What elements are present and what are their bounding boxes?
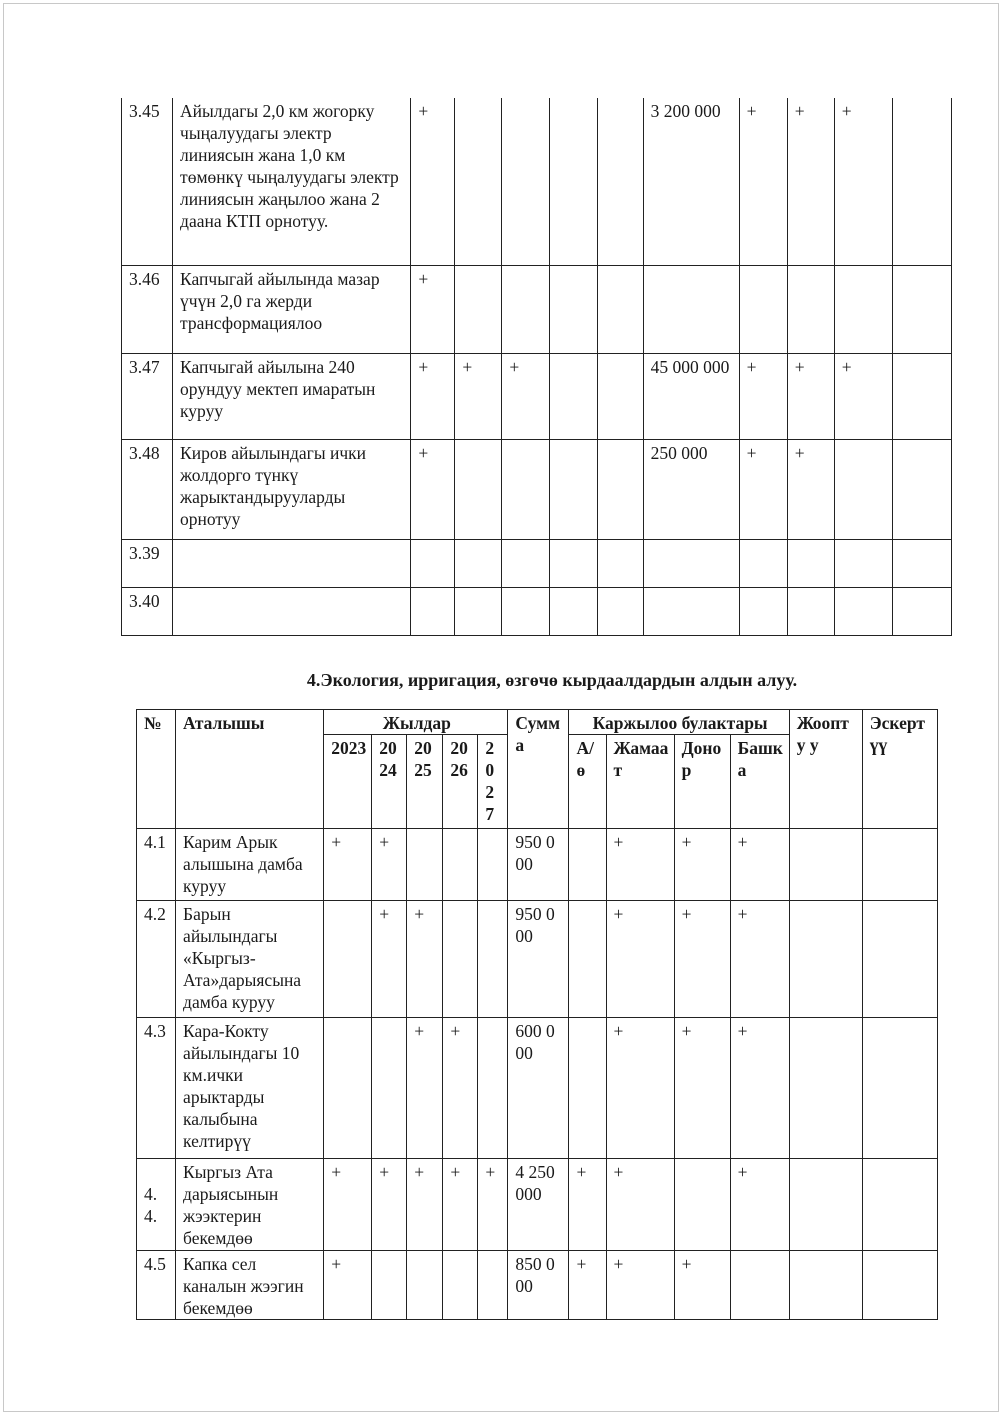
source-4 bbox=[892, 539, 951, 587]
year-2023: + bbox=[324, 1251, 372, 1320]
year-3 bbox=[502, 439, 550, 539]
row-title: Капчыгай айылына 240 орундуу мектеп имаратын куруу bbox=[173, 353, 411, 439]
source-donor: + bbox=[674, 901, 730, 1018]
row-number: 4.3 bbox=[137, 1018, 176, 1159]
year-2027 bbox=[478, 1018, 508, 1159]
row-number: 3.47 bbox=[122, 353, 173, 439]
year-4 bbox=[550, 539, 597, 587]
row-note bbox=[862, 901, 937, 1018]
year-5 bbox=[597, 539, 643, 587]
section-4-title: 4.Экология, ирригация, өзгөчө кырдаалдардын алдын алуу. bbox=[306, 670, 798, 690]
year-2023 bbox=[324, 901, 372, 1018]
source-other: + bbox=[730, 1018, 789, 1159]
source-donor: + bbox=[674, 829, 730, 901]
source-other: + bbox=[730, 829, 789, 901]
source-1 bbox=[739, 587, 787, 635]
year-2 bbox=[455, 98, 502, 265]
row-sum bbox=[643, 539, 739, 587]
source-other: + bbox=[730, 901, 789, 1018]
year-2026 bbox=[443, 901, 478, 1018]
source-3: + bbox=[834, 98, 892, 265]
year-3: + bbox=[502, 353, 550, 439]
row-number: 3.46 bbox=[122, 265, 173, 353]
row-sum: 4 250 000 bbox=[508, 1159, 569, 1251]
table-row bbox=[137, 901, 938, 1018]
year-3 bbox=[502, 265, 550, 353]
row-sum: 950 000 bbox=[508, 829, 569, 901]
year-3 bbox=[502, 539, 550, 587]
header-source-community: Жамаат bbox=[606, 735, 674, 829]
year-5 bbox=[597, 587, 643, 635]
table-row bbox=[122, 353, 952, 439]
year-5 bbox=[597, 439, 643, 539]
source-4 bbox=[892, 587, 951, 635]
row-note bbox=[862, 1018, 937, 1159]
table-row bbox=[137, 829, 938, 901]
year-2027 bbox=[478, 1251, 508, 1320]
year-3 bbox=[502, 98, 550, 265]
row-title: Киров айылындагы ички жолдорго түнкү жарыктандырууларды орнотуу bbox=[173, 439, 411, 539]
source-donor: + bbox=[674, 1251, 730, 1320]
year-4 bbox=[550, 265, 597, 353]
header-source-other: Башка bbox=[730, 735, 789, 829]
row-note bbox=[862, 1251, 937, 1320]
row-title: Капка сел каналын жээгин бекемдөө bbox=[176, 1251, 324, 1320]
year-2024: + bbox=[372, 829, 407, 901]
year-4 bbox=[550, 353, 597, 439]
year-5 bbox=[597, 265, 643, 353]
source-3 bbox=[834, 265, 892, 353]
year-2027 bbox=[478, 829, 508, 901]
row-responsible bbox=[789, 1251, 862, 1320]
row-title: Капчыгай айылында мазар үчүн 2,0 га жерди трансформациялоо bbox=[173, 265, 411, 353]
row-responsible bbox=[789, 1159, 862, 1251]
year-2025 bbox=[407, 1251, 443, 1320]
row-sum: 600 000 bbox=[508, 1018, 569, 1159]
header-year-2023: 2023 bbox=[324, 735, 372, 829]
source-1 bbox=[739, 265, 787, 353]
row-number: 3.39 bbox=[122, 539, 173, 587]
row-responsible bbox=[789, 1018, 862, 1159]
source-3 bbox=[834, 587, 892, 635]
year-2023 bbox=[324, 1018, 372, 1159]
row-sum: 850 000 bbox=[508, 1251, 569, 1320]
table-row bbox=[122, 439, 952, 539]
source-local bbox=[569, 1018, 606, 1159]
table-row bbox=[122, 98, 952, 265]
header-years: Жылдар bbox=[324, 710, 508, 735]
source-4 bbox=[892, 439, 951, 539]
row-sum: 250 000 bbox=[643, 439, 739, 539]
header-source-local: А/ө bbox=[569, 735, 606, 829]
header-name: Аталышы bbox=[176, 710, 324, 829]
year-2 bbox=[455, 587, 502, 635]
source-4 bbox=[892, 265, 951, 353]
source-2 bbox=[787, 265, 834, 353]
source-1: + bbox=[739, 353, 787, 439]
row-note bbox=[862, 1159, 937, 1251]
year-2026: + bbox=[443, 1159, 478, 1251]
table-ecology-irrigation bbox=[136, 709, 938, 1320]
header-year-2026: 2026 bbox=[443, 735, 478, 829]
year-2026: + bbox=[443, 1018, 478, 1159]
source-community: + bbox=[606, 901, 674, 1018]
row-title: Кара-Кокту айылындагы 10 км.ички арыктарды калыбына келтирүү bbox=[176, 1018, 324, 1159]
row-sum: 3 200 000 bbox=[643, 98, 739, 265]
source-4 bbox=[892, 353, 951, 439]
source-community: + bbox=[606, 1159, 674, 1251]
row-number: 3.48 bbox=[122, 439, 173, 539]
source-2: + bbox=[787, 353, 834, 439]
source-local bbox=[569, 901, 606, 1018]
source-donor bbox=[674, 1159, 730, 1251]
year-2027 bbox=[478, 901, 508, 1018]
row-responsible bbox=[789, 901, 862, 1018]
year-2023: + bbox=[324, 829, 372, 901]
row-title: Кыргыз Ата дарыясынын жээктерин бекемдөө bbox=[176, 1159, 324, 1251]
source-local bbox=[569, 829, 606, 901]
row-number: 4.1 bbox=[137, 829, 176, 901]
row-title: Айылдагы 2,0 км жогорку чыңалуудагы электр линиясын жана 1,0 км төмөнкү чыңалуудагы электр линиясын жаңылоо жана 2 даана КТП орнотуу. bbox=[173, 98, 411, 265]
year-3 bbox=[502, 587, 550, 635]
source-3 bbox=[834, 539, 892, 587]
source-2: + bbox=[787, 439, 834, 539]
source-community: + bbox=[606, 829, 674, 901]
table-row bbox=[122, 265, 952, 353]
year-2024: + bbox=[372, 1159, 407, 1251]
row-number: 3.40 bbox=[122, 587, 173, 635]
row-note bbox=[862, 829, 937, 901]
source-3: + bbox=[834, 353, 892, 439]
header-year-2024: 2024 bbox=[372, 735, 407, 829]
year-4 bbox=[550, 439, 597, 539]
table-plan-section3 bbox=[121, 98, 952, 636]
table-row bbox=[137, 1018, 938, 1159]
table-row bbox=[122, 587, 952, 635]
source-community: + bbox=[606, 1251, 674, 1320]
row-number: 4.4. bbox=[137, 1159, 176, 1251]
source-donor: + bbox=[674, 1018, 730, 1159]
year-2024 bbox=[372, 1251, 407, 1320]
year-2: + bbox=[455, 353, 502, 439]
row-number: 3.45 bbox=[122, 98, 173, 265]
source-local: + bbox=[569, 1251, 606, 1320]
source-1: + bbox=[739, 98, 787, 265]
source-3 bbox=[834, 439, 892, 539]
row-number: 4.5 bbox=[137, 1251, 176, 1320]
source-2: + bbox=[787, 98, 834, 265]
table-row bbox=[137, 1159, 938, 1251]
year-4 bbox=[550, 587, 597, 635]
source-2 bbox=[787, 539, 834, 587]
row-number: 4.2 bbox=[137, 901, 176, 1018]
year-2 bbox=[455, 439, 502, 539]
source-4 bbox=[892, 98, 951, 265]
year-2026 bbox=[443, 829, 478, 901]
year-2026 bbox=[443, 1251, 478, 1320]
year-1: + bbox=[411, 98, 455, 265]
year-2024 bbox=[372, 1018, 407, 1159]
year-2025 bbox=[407, 829, 443, 901]
year-2025: + bbox=[407, 901, 443, 1018]
year-4 bbox=[550, 98, 597, 265]
year-1 bbox=[411, 539, 455, 587]
year-2023: + bbox=[324, 1159, 372, 1251]
row-title: Барын айылындагы «Кыргыз-Ата»дарыясына дамба куруу bbox=[176, 901, 324, 1018]
year-2 bbox=[455, 265, 502, 353]
source-2 bbox=[787, 587, 834, 635]
year-1: + bbox=[411, 439, 455, 539]
row-responsible bbox=[789, 829, 862, 901]
table-row bbox=[137, 1251, 938, 1320]
header-year-2027: 2027 bbox=[478, 735, 508, 829]
row-sum: 45 000 000 bbox=[643, 353, 739, 439]
source-1 bbox=[739, 539, 787, 587]
year-2025: + bbox=[407, 1159, 443, 1251]
header-sources: Каржылоо булактары bbox=[569, 710, 789, 735]
year-5 bbox=[597, 98, 643, 265]
year-1 bbox=[411, 587, 455, 635]
header-no: № bbox=[137, 710, 176, 829]
year-2 bbox=[455, 539, 502, 587]
source-other: + bbox=[730, 1159, 789, 1251]
source-other bbox=[730, 1251, 789, 1320]
header-source-donor: Донор bbox=[674, 735, 730, 829]
header-row-1 bbox=[137, 710, 938, 735]
year-2024: + bbox=[372, 901, 407, 1018]
source-1: + bbox=[739, 439, 787, 539]
row-sum bbox=[643, 265, 739, 353]
header-responsible: Жоопту у bbox=[789, 710, 862, 829]
row-sum bbox=[643, 587, 739, 635]
source-local: + bbox=[569, 1159, 606, 1251]
year-1: + bbox=[411, 353, 455, 439]
year-5 bbox=[597, 353, 643, 439]
row-title: Карим Арык алышына дамба куруу bbox=[176, 829, 324, 901]
year-2025: + bbox=[407, 1018, 443, 1159]
header-sum: Сумма bbox=[508, 710, 569, 829]
row-sum: 950 000 bbox=[508, 901, 569, 1018]
row-title bbox=[173, 539, 411, 587]
year-1: + bbox=[411, 265, 455, 353]
header-year-2025: 2025 bbox=[407, 735, 443, 829]
row-title bbox=[173, 587, 411, 635]
year-2027: + bbox=[478, 1159, 508, 1251]
source-community: + bbox=[606, 1018, 674, 1159]
header-note: Эскертүү bbox=[862, 710, 937, 829]
table-row bbox=[122, 539, 952, 587]
